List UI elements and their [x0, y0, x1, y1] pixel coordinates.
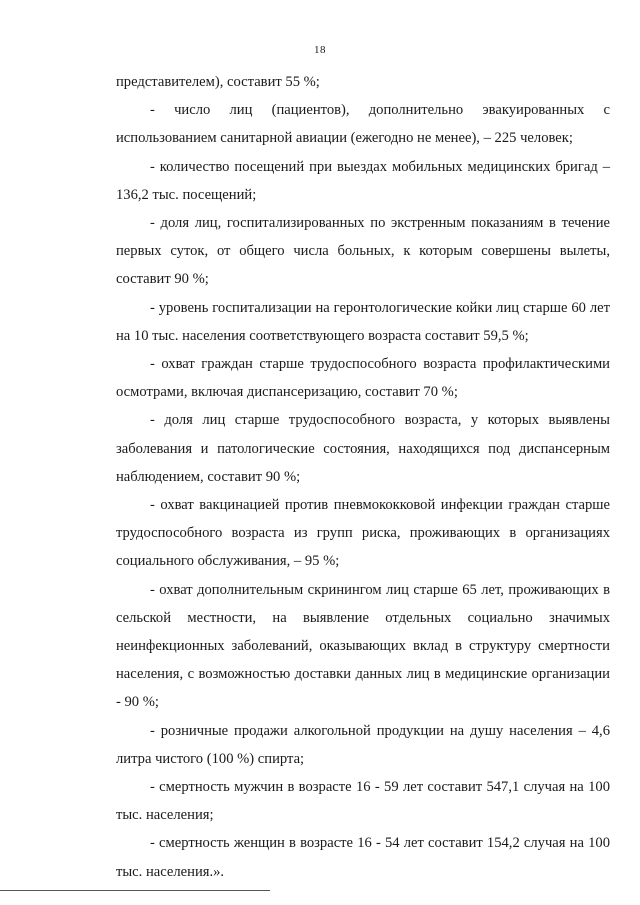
list-item-air-ambulance: - число лиц (пациентов), дополнительно эвакуированных с использованием санитарной авиации (ежегодно не менее), – 225 человек; — [116, 102, 610, 147]
list-item-rural-screening: - охват дополнительным скринингом лиц старше 65 лет, проживающих в сельской местности, на выявление отдельных социально значимых неинфекционных заболеваний, оказывающих вклад в структуру смертности населения, с возможностью доставки данных лиц в медицинские организации - 90 %; — [116, 581, 610, 711]
list-item-alcohol-sales: - розничные продажи алкогольной продукции на душу населения – 4,6 литра чистого (100 %) спирта; — [116, 722, 610, 767]
list-item-preventive-exams: - охват граждан старше трудоспособного возраста профилактическими осмотрами, включая диспансеризацию, составит 70 %; — [116, 356, 610, 401]
list-item-emergency-hospitalization: - доля лиц, госпитализированных по экстренным показаниям в течение первых суток, от общего числа больных, к которым совершены вылеты, составит 90 %; — [116, 215, 610, 288]
list-item-pneumococcal-vaccination: - охват вакцинацией против пневмококковой инфекции граждан старше трудоспособного возраста из групп риска, проживающих в организациях социального обслуживания, – 95 %; — [116, 497, 610, 570]
document-body — [116, 68, 610, 886]
list-item-female-mortality: - смертность женщин в возрасте 16 - 54 лет составит 154,2 случая на 100 тыс. населения.». — [116, 835, 610, 880]
list-item-dispensary-observation: - доля лиц старше трудоспособного возраста, у которых выявлены заболевания и патологические состояния, находящихся под диспансерным наблюдением, составит 90 %; — [116, 412, 610, 485]
paragraph-continuation: представителем), составит 55 %; — [116, 74, 320, 90]
list-item-male-mortality: - смертность мужчин в возрасте 16 - 59 лет составит 547,1 случая на 100 тыс. населения; — [116, 779, 610, 824]
page-number: 18 — [314, 44, 326, 56]
list-item-mobile-brigades: - количество посещений при выездах мобильных медицинских бригад – 136,2 тыс. посещений; — [116, 158, 610, 203]
list-item-geriatric-beds: - уровень госпитализации на геронтологические койки лиц старше 60 лет на 10 тыс. населения соответствующего возраста составит 59,5 %; — [116, 299, 610, 344]
footer-divider — [0, 890, 270, 891]
